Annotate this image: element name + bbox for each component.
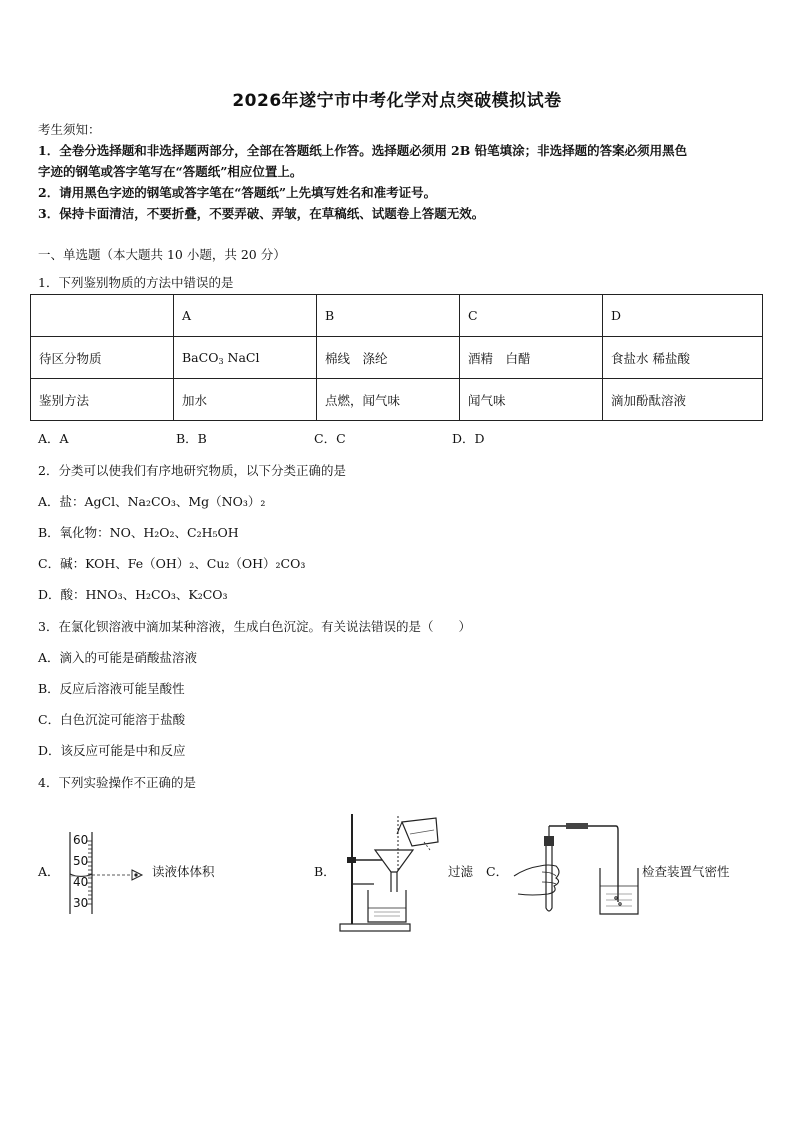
airtightness-check-figure: [512, 820, 640, 918]
table-cell: 鉴别方法: [31, 379, 174, 421]
q4-option-b-text: 过滤: [448, 864, 474, 879]
q3-option-b: B．反应后溶液可能呈酸性: [38, 681, 185, 696]
notice-item-2: 2．请用黑色字迹的钢笔或答字笔在“答题纸”上先填写姓名和准考证号。: [38, 185, 437, 200]
table-cell: 闻气味: [460, 379, 603, 421]
table-cell: 点燃，闻气味: [317, 379, 460, 421]
q3-stem: 3．在氯化钡溶液中滴加某种溶液，生成白色沉淀。有关说法错误的是（ ）: [38, 619, 471, 634]
page-title: 2026年遂宁市中考化学对点突破模拟试卷: [232, 91, 562, 111]
table-cell: A: [174, 295, 317, 337]
formula-text: BaCO: [182, 349, 219, 365]
q2-option-b: B．氧化物：NO、H₂O₂、C₂H₅OH: [38, 525, 239, 540]
table-cell: 食盐水 稀盐酸: [603, 337, 763, 379]
q2-option-c: C．碱：KOH、Fe（OH）₂、Cu₂（OH）₂CO₃: [38, 556, 306, 571]
table-cell: 酒精 白醋: [460, 337, 603, 379]
table-cell: C: [460, 295, 603, 337]
q1-option-c: C．C: [314, 431, 346, 446]
q1-option-b: B．B: [176, 431, 207, 446]
cylinder-tick-label: 50: [73, 854, 89, 868]
table-row: [31, 379, 763, 421]
filtration-apparatus-figure: [334, 812, 446, 936]
q1-stem: 1．下列鉴别物质的方法中错误的是: [38, 275, 234, 290]
notice-item-1a: 1．全卷分选择题和非选择题两部分，全部在答题纸上作答。选择题必须用 2B 铅笔填涂；非选择题的答案必须用黑色: [38, 143, 688, 158]
q3-option-c: C．白色沉淀可能溶于盐酸: [38, 712, 186, 727]
table-cell: [31, 295, 174, 337]
q1-option-d: D．D: [452, 431, 485, 446]
q1-table: [30, 294, 763, 421]
q4-option-a-text: 读液体体积: [152, 864, 215, 879]
q4-option-b-label: B．: [314, 864, 336, 879]
section-heading: 一、单选题（本大题共 10 小题，共 20 分）: [38, 247, 286, 262]
table-row: [31, 337, 763, 379]
cylinder-tick-label: 30: [73, 896, 89, 910]
q4-option-a-label: A．: [38, 864, 60, 879]
table-header-row: [31, 295, 763, 337]
cylinder-tick-label: 60: [73, 833, 89, 847]
q3-option-d: D．该反应可能是中和反应: [38, 743, 186, 758]
q4-option-c-label: C．: [486, 864, 509, 879]
q2-option-d: D．酸：HNO₃、H₂CO₃、K₂CO₃: [38, 587, 228, 602]
q2-option-a: A．盐：AgCl、Na₂CO₃、Mg（NO₃）₂: [38, 494, 266, 509]
table-cell: 滴加酚酞溶液: [603, 379, 763, 421]
notice-item-1b: 字迹的钢笔或答字笔写在“答题纸”相应位置上。: [38, 164, 303, 179]
table-cell: 棉线 涤纶: [317, 337, 460, 379]
table-cell: B: [317, 295, 460, 337]
table-cell: D: [603, 295, 763, 337]
cylinder-tick-label: 40: [73, 875, 89, 889]
table-cell: 待区分物质: [31, 337, 174, 379]
table-cell: 加水: [174, 379, 317, 421]
q2-stem: 2．分类可以使我们有序地研究物质，以下分类正确的是: [38, 463, 346, 478]
q4-stem: 4．下列实验操作不正确的是: [38, 775, 196, 790]
q4-option-c-text: 检查装置气密性: [642, 864, 730, 879]
table-cell: [174, 337, 317, 379]
formula-subscript: 3: [218, 356, 224, 366]
q3-option-a: A．滴入的可能是硝酸盐溶液: [38, 650, 198, 665]
q1-option-a: A．A: [38, 431, 69, 446]
notice-item-3: 3．保持卡面清洁，不要折叠，不要弄破、弄皱，在草稿纸、试题卷上答题无效。: [38, 206, 485, 221]
formula-text: NaCl: [223, 349, 260, 365]
notice-heading: 考生须知：: [38, 122, 101, 137]
